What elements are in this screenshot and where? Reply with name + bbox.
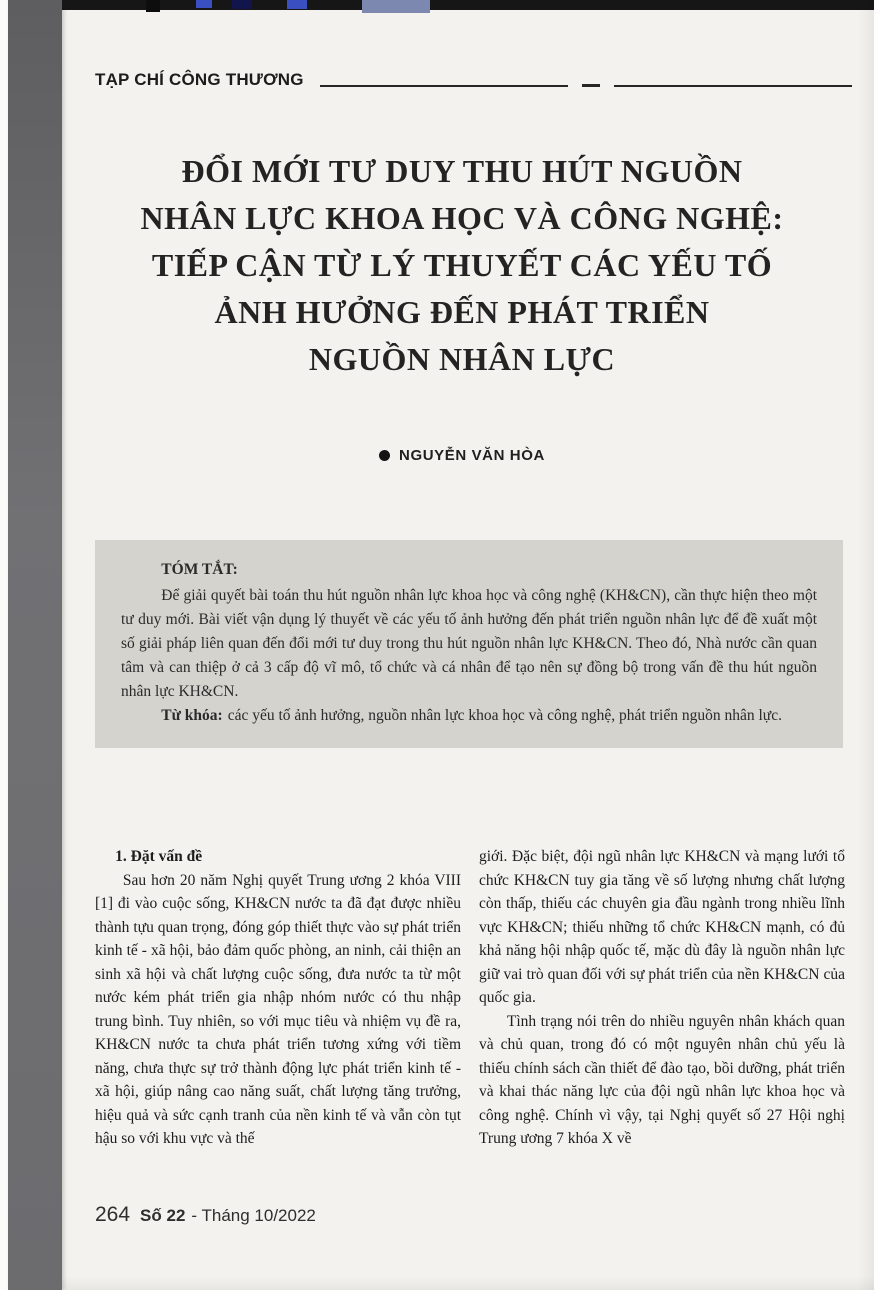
page-number: 264 <box>95 1203 131 1226</box>
page-title-line: NGUỒN NHÂN LỰC <box>308 341 616 377</box>
page-title-line: ĐỔI MỚI TƯ DUY THU HÚT NGUỒN <box>181 153 743 189</box>
keywords-line <box>121 704 817 728</box>
masthead-rule <box>614 85 852 87</box>
scan-artifact <box>287 0 307 9</box>
scan-artifact <box>362 0 430 13</box>
keywords-text: các yếu tố ảnh hưởng, nguồn nhân lực khoa học và công nghệ, phát triển nguồn nhân lực. <box>227 707 782 724</box>
issue-date: - Tháng 10/2022 <box>191 1206 316 1225</box>
body-paragraph: Tình trạng nói trên do nhiều nguyên nhân khách quan và chủ quan, trong đó có một nguyên nhân chủ yếu là thiếu chính sách cần thiết để đào tạo, bồi dưỡng, phát triển và khai thác năng lực của đội ngũ nhân lực khoa học và công nghệ. Chính vì vậy, tại Nghị quyết số 27 Hội nghị Trung ương 7 khóa X về <box>479 1012 845 1147</box>
scan-artifact <box>232 0 252 9</box>
scanner-edge <box>0 0 8 1290</box>
abstract-heading: TÓM TẮT: <box>161 561 238 578</box>
masthead-dash <box>582 84 600 87</box>
section-heading: 1. Đặt vấn đề <box>115 848 203 865</box>
book-spine <box>8 0 62 1290</box>
page-title-line: NHÂN LỰC KHOA HỌC VÀ CÔNG NGHỆ: <box>140 200 784 236</box>
body-paragraph: Sau hơn 20 năm Nghị quyết Trung ương 2 khóa VIII [1] đi vào cuộc sống, KH&CN nước ta đã đạt được nhiều thành tựu quan trọng, đóng góp thiết thực vào sự phát triển kinh tế - xã hội, bảo đảm quốc phòng, an ninh, cải thiện an sinh xã hội và chất lượng cuộc sống, đưa nước ta từ một nước kém phát triển gia nhập nhóm nước có thu nhập trung bình. Tuy nhiên, so với mục tiêu và nhiệm vụ đề ra, KH&CN nước ta chưa phát triển tương xứng với tiềm năng, chưa thực sự trở thành động lực phát triển kinh tế - xã hội, giúp nâng cao năng suất, chất lượng tăng trưởng, hiệu quả và sức cạnh tranh của nền kinh tế và vẫn còn tụt hậu so với khu vực và thế <box>95 871 461 1147</box>
scan-artifact <box>196 0 212 8</box>
masthead <box>95 70 852 90</box>
body-paragraph: giới. Đặc biệt, đội ngũ nhân lực KH&CN và mạng lưới tổ chức KH&CN tuy gia tăng về số lượng nhưng chất lượng còn thấp, thiếu các chuyên gia đầu ngành trong nhiều lĩnh vực KH&CN; thiếu những tổ chức KH&CN mạnh, có đủ khả năng hội nhập quốc tế, mặc dù đây là nguồn nhân lực giữ vai trò quan đối với sự phát triển của nền KH&CN của quốc gia. <box>479 848 845 1006</box>
page-edge-shadow <box>62 1276 874 1290</box>
left-column <box>95 845 461 1151</box>
abstract-box <box>95 540 843 748</box>
journal-name: TẠP CHÍ CÔNG THƯƠNG <box>95 70 304 89</box>
page-edge-shadow <box>858 0 874 1290</box>
page-title-line: ẢNH HƯỞNG ĐẾN PHÁT TRIỂN <box>214 294 710 330</box>
abstract-text: Để giải quyết bài toán thu hút nguồn nhân lực khoa học và công nghệ (KH&CN), cần thực hiện theo một tư duy mới. Bài viết vận dụng lý thuyết về các yếu tố ảnh hưởng đến phát triển nguồn nhân lực để đề xuất một số giải pháp liên quan đến đổi mới tư duy trong thu hút nguồn nhân lực KH&CN. Theo đó, Nhà nước cần quan tâm và can thiệp ở cả 3 cấp độ vĩ mô, tổ chức và cá nhân để tạo nên sự đồng bộ trong vấn đề thu hút nguồn nhân lực KH&CN. <box>121 587 817 700</box>
article-body <box>95 845 845 1151</box>
author-name: NGUYỄN VĂN HÒA <box>399 447 545 464</box>
page-footer <box>95 1203 316 1227</box>
issue-label: Số 22 <box>140 1206 186 1225</box>
scan-top-bar <box>62 0 874 10</box>
right-column <box>479 845 845 1151</box>
keywords-label: Từ khóa: <box>161 707 223 724</box>
author-bullet-icon <box>379 450 390 461</box>
masthead-rule <box>320 85 568 87</box>
author-row <box>75 447 849 464</box>
scan-artifact <box>146 0 160 12</box>
page-title-line: TIẾP CẬN TỪ LÝ THUYẾT CÁC YẾU TỐ <box>151 247 773 283</box>
article-title <box>75 148 849 383</box>
